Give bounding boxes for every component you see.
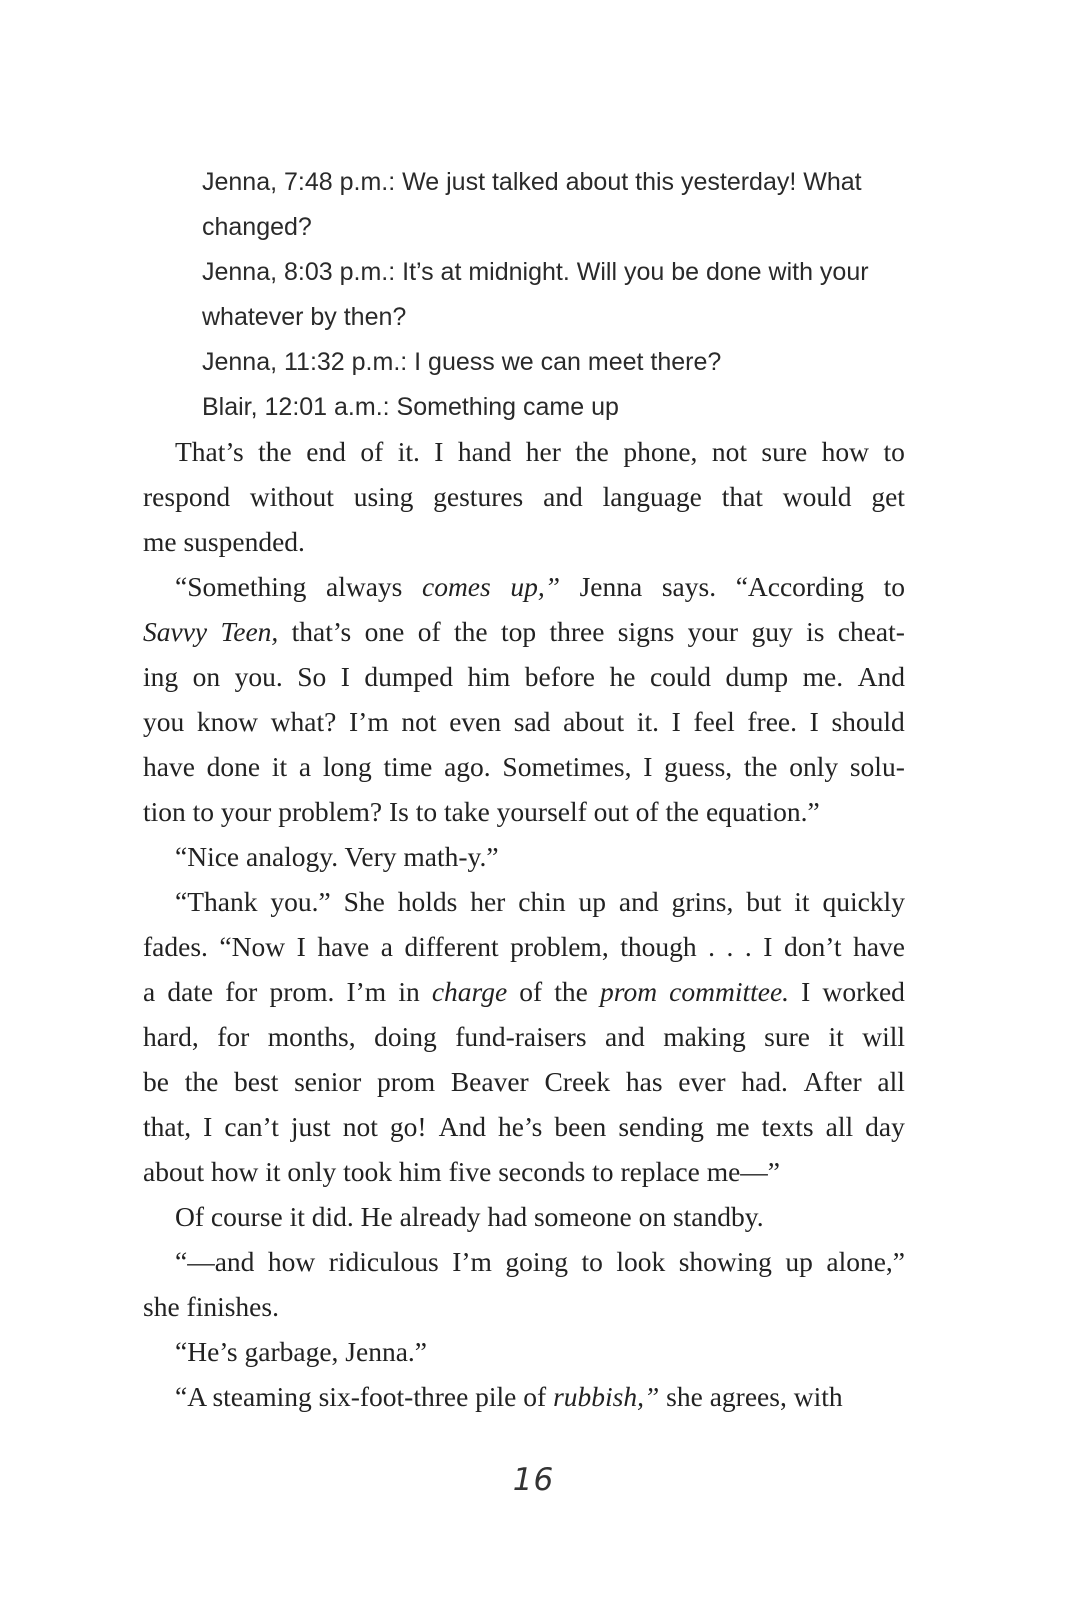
paragraph-line: have done it a long time ago. Sometimes, I guess, the only solu- (143, 751, 905, 782)
paragraph (143, 1329, 905, 1374)
text-message-log (202, 160, 902, 430)
text-jenna-748-line1: Jenna, 7:48 p.m.: We just talked about this yesterday! What (202, 168, 862, 196)
paragraph (143, 1239, 905, 1329)
paragraph-line: ing on you. So I dumped him before he could dump me. And (143, 661, 905, 692)
paragraph-line: “—and how ridiculous I’m going to look showing up alone,” (175, 1246, 905, 1277)
paragraph-line: you know what? I’m not even sad about it. I feel free. I should (143, 706, 905, 737)
paragraph (143, 834, 905, 879)
paragraph-line: she finishes. (143, 1291, 279, 1322)
text-jenna-1132: Jenna, 11:32 p.m.: I guess we can meet there? (202, 348, 722, 376)
paragraph-line: respond without using gestures and language that would get (143, 481, 905, 512)
paragraph (143, 1374, 905, 1419)
page-number: 16 (512, 1462, 555, 1498)
paragraph-line: “Thank you.” She holds her chin up and grins, but it quickly (175, 886, 905, 917)
paragraph-line: fades. “Now I have a different problem, though . . . I don’t have (143, 931, 905, 962)
paragraph-line: that, I can’t just not go! And he’s been sending me texts all day (143, 1111, 905, 1142)
paragraph (143, 429, 905, 564)
paragraph (143, 564, 905, 834)
paragraph-line: That’s the end of it. I hand her the phone, not sure how to (175, 436, 905, 467)
text-jenna-803-line2: whatever by then? (202, 303, 407, 331)
text-blair-1201: Blair, 12:01 a.m.: Something came up (202, 393, 619, 421)
paragraph-line: tion to your problem? Is to take yourself out of the equation.” (143, 796, 820, 827)
paragraph-line: “Something always comes up,” Jenna says. “According to (175, 571, 905, 602)
paragraph-line: “A steaming six-foot-three pile of rubbish,” she agrees, with (175, 1381, 843, 1412)
paragraph-line: “He’s garbage, Jenna.” (175, 1336, 427, 1367)
paragraph-line: hard, for months, doing fund-raisers and making sure it will (143, 1021, 905, 1052)
body-text (143, 429, 905, 1419)
paragraph-line: be the best senior prom Beaver Creek has ever had. After all (143, 1066, 905, 1097)
paragraph-line: “Nice analogy. Very math-y.” (175, 841, 499, 872)
paragraph-line: Of course it did. He already had someone on standby. (175, 1201, 764, 1232)
text-jenna-803-line1: Jenna, 8:03 p.m.: It’s at midnight. Will you be done with your (202, 258, 869, 286)
paragraph-line: a date for prom. I’m in charge of the prom committee. I worked (143, 976, 905, 1007)
paragraph-line: Savvy Teen, that’s one of the top three signs your guy is cheat- (143, 616, 905, 647)
paragraph (143, 1194, 905, 1239)
text-jenna-748-line2: changed? (202, 213, 312, 241)
paragraph-line: me suspended. (143, 526, 305, 557)
paragraph (143, 879, 905, 1194)
paragraph-line: about how it only took him five seconds to replace me—” (143, 1156, 780, 1187)
